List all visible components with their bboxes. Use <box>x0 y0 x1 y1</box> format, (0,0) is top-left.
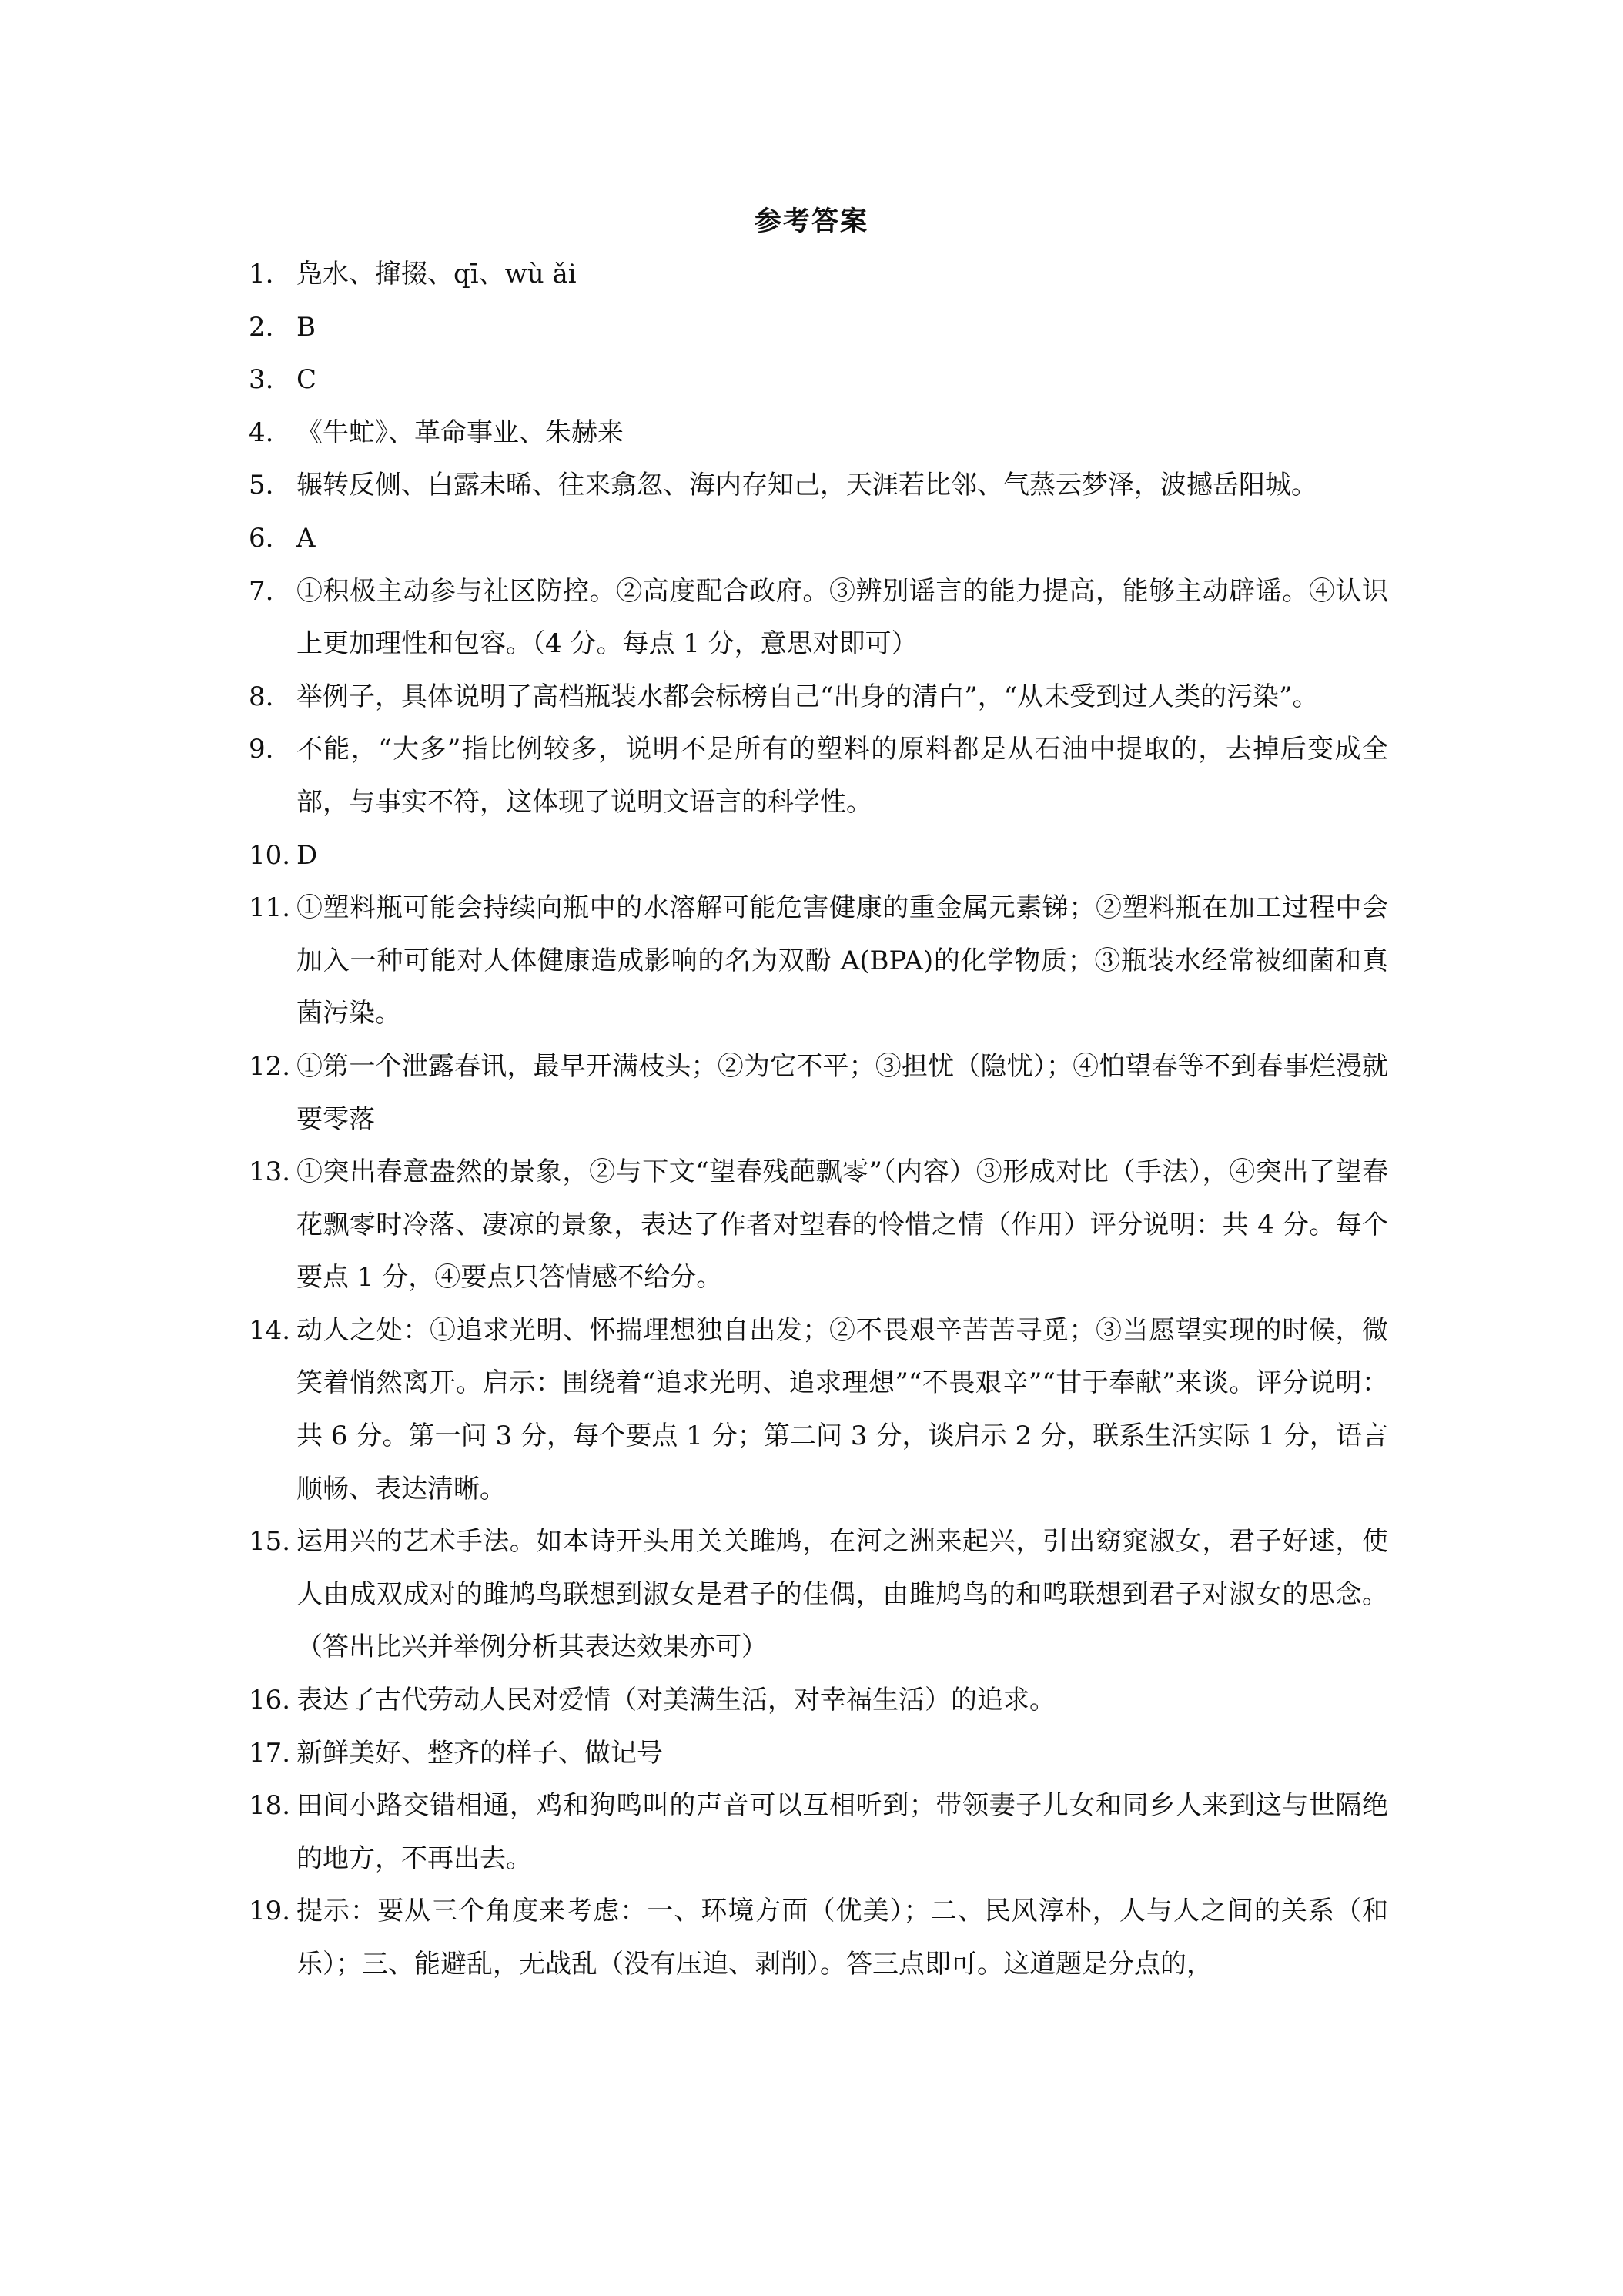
answer-item <box>249 1727 1388 1780</box>
answer-item <box>249 565 1388 671</box>
answer-number: 1. <box>249 259 274 290</box>
answer-text: 运用兴的艺术手法。如本诗开头用关关雎鸠，在河之洲来起兴，引出窈窕淑女，君子好逑，使人由成双成对的雎鸠鸟联想到淑女是君子的佳偶，由雎鸠鸟的和鸣联想到君子对淑女的思念。（答出比兴并举例分析其表达效果亦可） <box>296 1526 1388 1663</box>
answer-item <box>249 407 1388 460</box>
answer-text: 辗转反侧、白露未晞、往来翕忽、海内存知己，天涯若比邻、气蒸云梦泽，波撼岳阳城。 <box>296 470 1317 501</box>
answer-item <box>249 1515 1388 1674</box>
answer-item <box>249 248 1388 301</box>
answer-list <box>249 248 1388 1991</box>
answer-item <box>249 882 1388 1040</box>
answer-text: D <box>296 839 318 871</box>
answer-text: 田间小路交错相通，鸡和狗鸣叫的声音可以互相听到；带领妻子儿女和同乡人来到这与世隔绝的地方，不再出去。 <box>296 1790 1388 1874</box>
answer-item <box>249 1885 1388 1990</box>
answer-item <box>249 1040 1388 1146</box>
answer-item <box>249 512 1388 565</box>
answer-number: 18. <box>249 1790 291 1822</box>
answer-text: 凫水、撺掇、qī、wù ǎi <box>296 259 577 290</box>
answer-text: ①突出春意盎然的景象，②与下文“望春残葩飘零”（内容）③形成对比（手法），④突出了望春花飘零时冷落、凄凉的景象，表达了作者对望春的怜惜之情（作用）评分说明：共 4 分。每个要点 1 分，④要点只答情感不给分。 <box>296 1156 1388 1294</box>
answer-number: 17. <box>249 1737 291 1769</box>
answer-item <box>249 1779 1388 1885</box>
answer-number: 4. <box>249 417 274 448</box>
answer-number: 15. <box>249 1526 291 1558</box>
answer-number: 19. <box>249 1896 291 1927</box>
answer-text: C <box>296 364 317 396</box>
answer-item <box>249 1146 1388 1304</box>
answer-text: ①塑料瓶可能会持续向瓶中的水溶解可能危害健康的重金属元素锑；②塑料瓶在加工过程中会加入一种可能对人体健康造成影响的名为双酚 A(BPA)的化学物质；③瓶装水经常被细菌和真菌污染。 <box>296 892 1388 1029</box>
answer-number: 5. <box>249 470 274 501</box>
answer-text: 提示：要从三个角度来考虑：一、环境方面（优美）；二、民风淳朴，人与人之间的关系（和乐）；三、能避乱，无战乱（没有压迫、剥削）。答三点即可。这道题是分点的， <box>296 1896 1388 1980</box>
answer-number: 16. <box>249 1685 291 1716</box>
answer-item <box>249 1304 1388 1515</box>
answer-item <box>249 829 1388 882</box>
answer-text: 举例子，具体说明了高档瓶装水都会标榜自己“出身的清白”，“从未受到过人类的污染”。 <box>296 681 1319 712</box>
answer-item <box>249 1674 1388 1727</box>
answer-text: ①积极主动参与社区防控。②高度配合政府。③辨别谣言的能力提高，能够主动辟谣。④认识上更加理性和包容。（4 分。每点 1 分，意思对即可） <box>296 575 1388 660</box>
answer-item <box>249 459 1388 512</box>
answer-item <box>249 723 1388 828</box>
answer-number: 12. <box>249 1050 291 1082</box>
answer-number: 14. <box>249 1314 291 1346</box>
answer-number: 8. <box>249 681 274 712</box>
answer-text: 不能，“大多”指比例较多，说明不是所有的塑料的原料都是从石油中提取的，去掉后变成全部，与事实不符，这体现了说明文语言的科学性。 <box>296 734 1388 818</box>
answer-text: ①第一个泄露春讯，最早开满枝头；②为它不平；③担忧（隐忧）；④怕望春等不到春事烂漫就要零落 <box>296 1050 1388 1135</box>
answer-number: 7. <box>249 575 274 607</box>
answer-number: 2. <box>249 311 274 343</box>
answer-number: 13. <box>249 1156 291 1188</box>
answer-number: 11. <box>249 892 291 924</box>
answer-number: 10. <box>249 839 291 871</box>
answer-item <box>249 353 1388 407</box>
page-title: 参考答案 <box>754 206 868 237</box>
answer-text: 新鲜美好、整齐的样子、做记号 <box>296 1737 663 1769</box>
answer-text: 表达了古代劳动人民对爱情（对美满生活，对幸福生活）的追求。 <box>296 1685 1056 1716</box>
answer-text: A <box>296 522 316 554</box>
answer-item <box>249 301 1388 354</box>
answer-number: 3. <box>249 364 274 396</box>
answer-text: 动人之处：①追求光明、怀揣理想独自出发；②不畏艰辛苦苦寻觅；③当愿望实现的时候，微笑着悄然离开。启示：围绕着“追求光明、追求理想”“不畏艰辛”“甘于奉献”来谈。评分说明：共 6 分。第一问 3 分，每个要点 1 分；第二问 3 分，谈启示 2 分，联系生活实际 1 分，语言顺畅、表达清晰。 <box>296 1314 1388 1504</box>
answer-number: 9. <box>249 734 274 765</box>
answer-text: B <box>296 311 316 343</box>
answer-number: 6. <box>249 522 274 554</box>
answer-item <box>249 671 1388 724</box>
answer-text: 《牛虻》、革命事业、朱赫来 <box>296 417 624 448</box>
